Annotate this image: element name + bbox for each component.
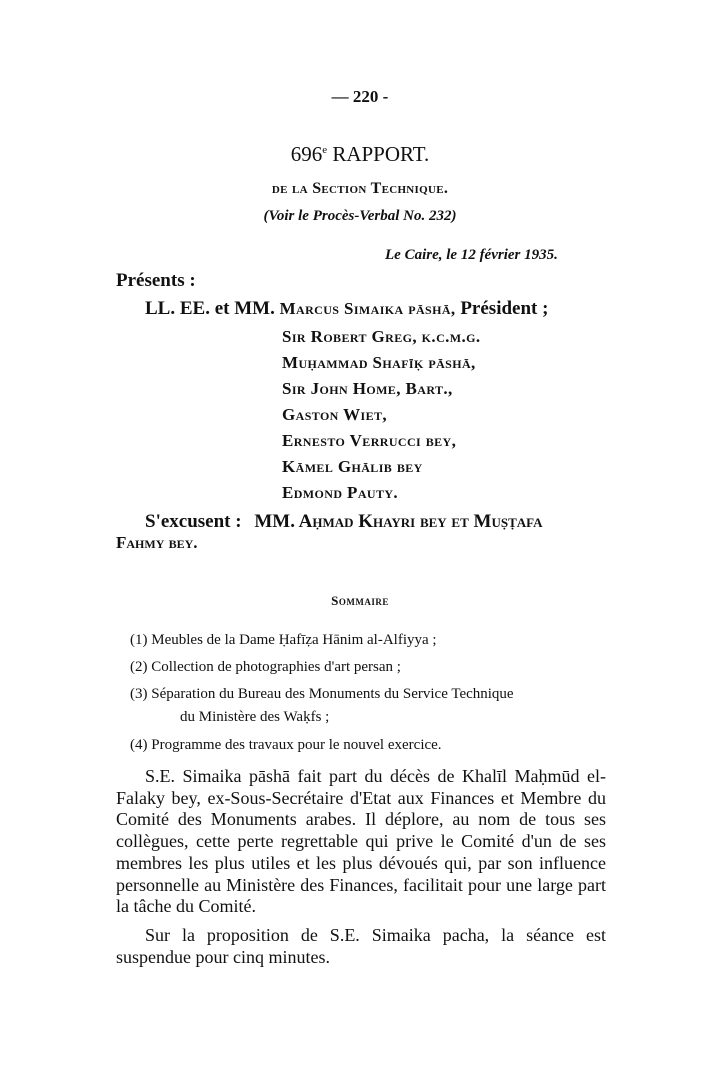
- sommaire-item-text: Programme des travaux pour le nouvel exercice.: [151, 737, 442, 753]
- member-line: Ernesto Verrucci bey,: [282, 431, 457, 450]
- body-paragraph: Sur la proposition de S.E. Simaika pacha, la séance est suspendue pour cinq minutes.: [116, 925, 606, 967]
- member-line: Kāmel Ghālib bey: [282, 457, 423, 476]
- member-line: Edmond Pauty.: [282, 483, 399, 502]
- sommaire-item-text: Meubles de la Dame Ḥafīẓa Hānim al-Alfiyya ;: [151, 632, 437, 648]
- member-line: Sir John Home, Bart.,: [282, 379, 453, 398]
- report-number: 696: [290, 142, 323, 166]
- excusent-names: MM. Aḥmad Khayri bey et Muṣṭafa: [254, 511, 543, 532]
- body-paragraph: S.E. Simaika pāshā fait part du décès de Khalīl Maḥmūd el-Falaky bey, ex-Sous-Secrétaire d'Etat aux Finances et Membre du Comité des Monuments arabes. Il déplore, au nom de tous ses collègues, cette perte regrettable qui prive le Comité d'un de ses membres les plus utiles et les plus dévoués qui, par son influence personnelle au Ministère des Finances, facilitait pour une large part la tâche du Comité.: [116, 766, 606, 917]
- sommaire-item-number: (4): [130, 737, 148, 753]
- report-word: RAPPORT.: [332, 142, 430, 166]
- presents-intro-line: [145, 298, 548, 320]
- sommaire-item-number: (2): [130, 659, 148, 675]
- excusent-continuation: Fahmy bey.: [116, 533, 198, 552]
- member-line: Muḥammad Shafīḳ pāshā,: [282, 353, 476, 372]
- member-line: Gaston Wiet,: [282, 405, 388, 424]
- president-title: Président ;: [460, 298, 549, 319]
- sommaire-item-text: Collection de photographies d'art persan ;: [151, 659, 401, 675]
- sommaire-item-text: Séparation du Bureau des Monuments du Service Technique: [151, 686, 514, 702]
- section-heading: de la Section Technique.: [271, 180, 449, 197]
- report-superscript: e: [322, 144, 328, 156]
- sommaire-item-number: (1): [130, 632, 148, 648]
- reference-line: (Voir le Procès-Verbal No. 232): [263, 208, 457, 224]
- report-title: [0, 142, 720, 167]
- excusent-label: S'excusent :: [145, 511, 242, 532]
- sommaire-item: [130, 686, 514, 703]
- presents-label: Présents :: [116, 270, 196, 291]
- sommaire-item: [130, 659, 401, 676]
- date-line: Le Caire, le 12 février 1935.: [385, 247, 558, 263]
- sommaire-item-number: (3): [130, 686, 148, 702]
- sommaire-item: [130, 737, 442, 754]
- sommaire-heading: Sommaire: [331, 593, 389, 608]
- member-line: Sir Robert Greg, k.c.m.g.: [282, 327, 481, 346]
- page-number: — 220 -: [331, 87, 389, 106]
- presents-intro: LL. EE. et MM.: [145, 298, 275, 319]
- excusent-line: [145, 511, 543, 533]
- president-name: Marcus Simaika pāshā,: [279, 299, 456, 318]
- sommaire-item-continuation: du Ministère des Waḳfs ;: [180, 709, 330, 725]
- sommaire-item: [130, 632, 437, 649]
